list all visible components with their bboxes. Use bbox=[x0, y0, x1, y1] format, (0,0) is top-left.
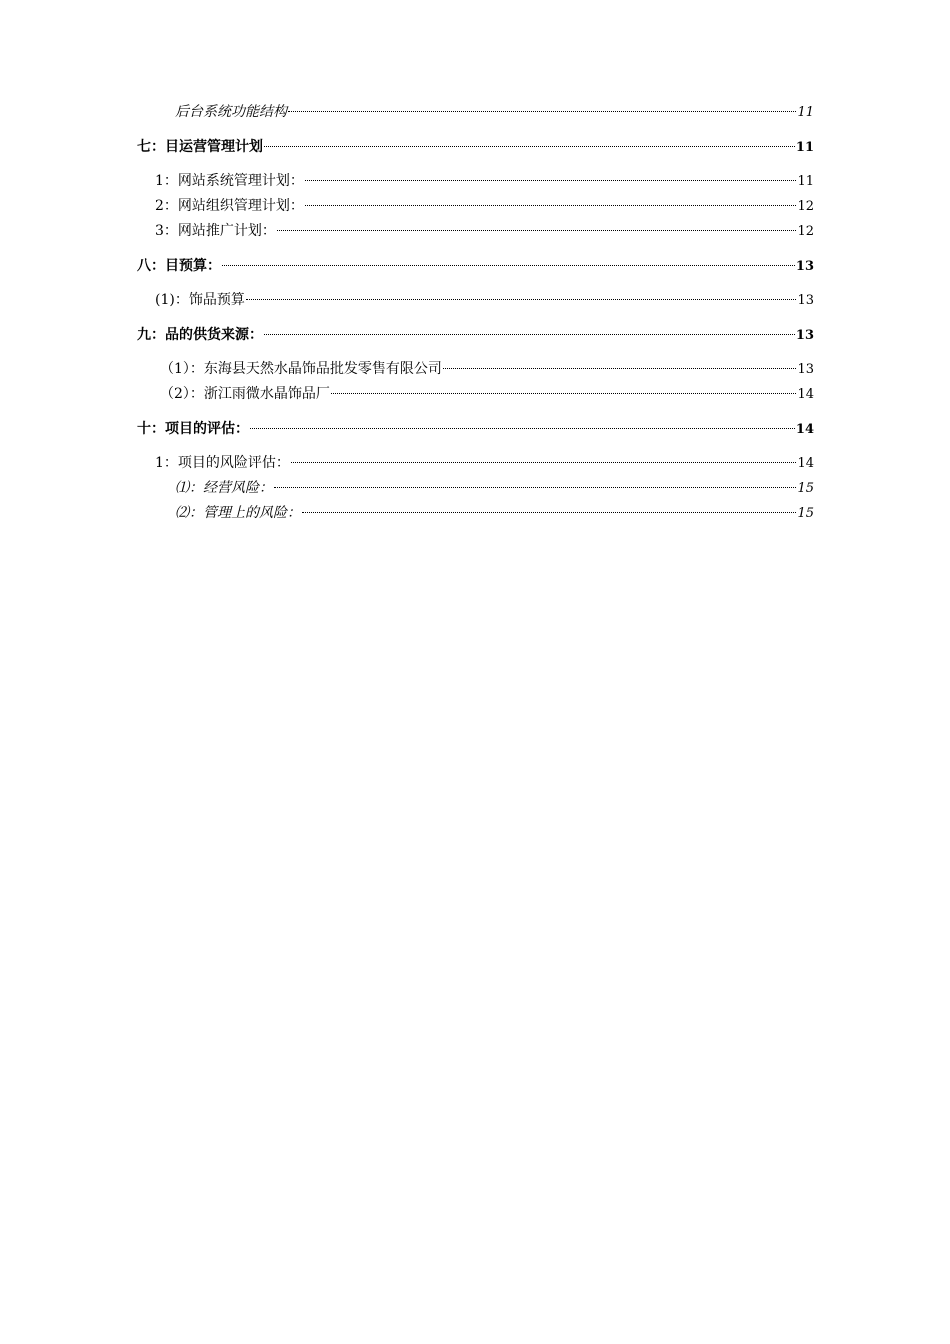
toc-entry-10-1[interactable] bbox=[155, 453, 814, 473]
toc-entry-9-1[interactable] bbox=[160, 359, 814, 379]
toc-entry-page: 11 bbox=[797, 174, 814, 189]
toc-entry-page: 11 bbox=[797, 105, 814, 120]
toc-entry-section-10[interactable] bbox=[137, 419, 814, 439]
toc-dot-leader bbox=[302, 512, 796, 513]
toc-entry-label: （1）：东海县天然水晶饰品批发零售有限公司 bbox=[160, 361, 442, 377]
toc-dot-leader bbox=[246, 299, 797, 300]
toc-entry-page: 12 bbox=[797, 224, 814, 239]
toc-entry-page: 14 bbox=[797, 456, 814, 471]
toc-entry-page: 15 bbox=[797, 481, 814, 496]
toc-entry-page: 13 bbox=[795, 328, 814, 343]
toc-entry-label: 1：网站系统管理计划： bbox=[155, 173, 304, 189]
toc-entry-10-1-2[interactable] bbox=[175, 503, 814, 523]
toc-entry-label: ⑴：经营风险： bbox=[175, 480, 273, 496]
toc-dot-leader bbox=[250, 428, 795, 429]
toc-dot-leader bbox=[277, 230, 797, 231]
toc-entry-10-1-1[interactable] bbox=[175, 478, 814, 498]
toc-dot-leader bbox=[331, 393, 797, 394]
toc-entry-8-1[interactable] bbox=[155, 290, 814, 310]
toc-dot-leader bbox=[274, 487, 796, 488]
toc-entry-backend-structure[interactable] bbox=[175, 102, 814, 122]
toc-entry-label: 1：项目的风险评估： bbox=[155, 455, 290, 471]
toc-dot-leader bbox=[288, 111, 796, 112]
toc-entry-label: ⑵：管理上的风险： bbox=[175, 505, 301, 521]
toc-entry-7-3[interactable] bbox=[155, 221, 814, 241]
toc-entry-page: 13 bbox=[797, 293, 814, 308]
toc-entry-page: 11 bbox=[795, 140, 814, 155]
toc-dot-leader bbox=[264, 334, 795, 335]
toc-entry-label: 七：目运营管理计划 bbox=[137, 139, 263, 155]
toc-dot-leader bbox=[305, 205, 797, 206]
toc-entry-9-2[interactable] bbox=[160, 384, 814, 404]
toc-entry-label: 十：项目的评估： bbox=[137, 421, 249, 437]
toc-dot-leader bbox=[264, 146, 795, 147]
toc-entry-label: 后台系统功能结构 bbox=[175, 104, 287, 120]
toc-entry-page: 14 bbox=[795, 422, 814, 437]
toc-entry-section-7[interactable] bbox=[137, 137, 814, 157]
toc-entry-label: (1)：饰品预算 bbox=[155, 292, 245, 308]
toc-dot-leader bbox=[291, 462, 797, 463]
toc-entry-section-8[interactable] bbox=[137, 256, 814, 276]
toc-entry-section-9[interactable] bbox=[137, 325, 814, 345]
toc-entry-label: 八：目预算： bbox=[137, 258, 221, 274]
toc-dot-leader bbox=[443, 368, 797, 369]
toc-entry-label: 3：网站推广计划： bbox=[155, 223, 276, 239]
toc-entry-page: 12 bbox=[797, 199, 814, 214]
toc-entry-7-2[interactable] bbox=[155, 196, 814, 216]
toc-entry-7-1[interactable] bbox=[155, 171, 814, 191]
toc-entry-page: 15 bbox=[797, 506, 814, 521]
toc-entry-page: 14 bbox=[797, 387, 814, 402]
toc-dot-leader bbox=[222, 265, 795, 266]
toc-entry-page: 13 bbox=[797, 362, 814, 377]
toc-entry-page: 13 bbox=[795, 259, 814, 274]
toc-entry-label: 2：网站组织管理计划： bbox=[155, 198, 304, 214]
toc-entry-label: 九：品的供货来源： bbox=[137, 327, 263, 343]
toc-dot-leader bbox=[305, 180, 797, 181]
toc-entry-label: （2）：浙江雨微水晶饰品厂 bbox=[160, 386, 330, 402]
